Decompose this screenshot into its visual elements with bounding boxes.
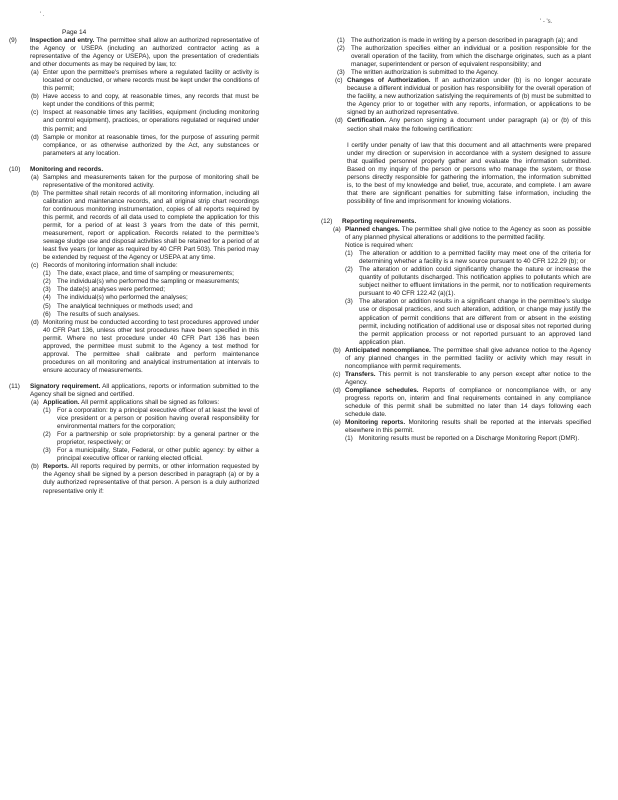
list-item [31, 262, 259, 318]
item-label: (b) [31, 189, 39, 197]
subitem-label: (3) [43, 286, 51, 294]
item-label: (b) [333, 346, 341, 354]
subitem-text: The results of such analyses. [57, 310, 140, 318]
item-title: Planned changes. [345, 225, 400, 233]
item-label: (c) [31, 262, 39, 270]
section-11-signatory [9, 383, 259, 496]
section-title: Signatory requirement. [30, 382, 101, 390]
list-item [31, 399, 259, 463]
subitem-label: (2) [43, 431, 51, 439]
subitem-label: (2) [345, 266, 353, 274]
section-number: (10) [9, 165, 21, 173]
item-label: (d) [333, 386, 341, 394]
item-title: Monitoring reports. [345, 419, 406, 427]
subitem-text: Monitoring results must be reported on a Discharge Monitoring Report (DMR). [359, 435, 580, 443]
subitem-text: The alteration or addition results in a significant change in the permittee's sludge use or disposal practices, and such alteration, addition, or change may justify the application of permit conditions that are different from or absent in the existing permit, including notification of additional use or disposal sites not reported during the permit application process or not reported pursuant to an approved land application plan. [359, 298, 591, 346]
list-item [31, 319, 259, 375]
subitem-text: The written authorization is submitted to the Agency. [351, 69, 499, 77]
subitem-label: (2) [43, 278, 51, 286]
item-label: (b) [31, 463, 39, 471]
item-text: The permittee shall give notice to the Agency as soon as possible of any planned physical alterations or additions to the permitted facility. [345, 225, 591, 242]
page-number: Page 14 [62, 29, 87, 36]
subitem-text: For a municipality, State, Federal, or other public agency: by either a principal executive officer or ranking elected official. [57, 447, 259, 463]
list-subitem [337, 37, 591, 45]
item-text: Monitoring must be conducted according to test procedures approved under 40 CFR Part 136, unless other test procedures have been specified in this permit. Where no test procedure under 40 CFR Part 136 has been approved, the permittee must submit to the Agency a test method for approval. The permittee shall calibrate and perform maintenance procedures on all monitoring and analytical instrumentation at intervals to ensure accuracy of measurements. [43, 318, 259, 374]
left-column [9, 37, 259, 496]
subitem-text: The date, exact place, and time of sampling or measurements; [57, 270, 234, 278]
scan-mark: ' - 's. [540, 19, 553, 25]
subitem-text: The authorization is made in writing by a person described in paragraph (a); and [351, 37, 578, 44]
item-label: (a) [31, 173, 39, 181]
item-label: (d) [335, 117, 343, 125]
item-label: (a) [31, 69, 39, 77]
subitem-label: (3) [337, 69, 345, 77]
list-item [31, 134, 259, 158]
list-subitem [337, 45, 591, 69]
certification-statement: I certify under penalty of law that this document and all attachments were prepared under my direction or supervision in accordance with a system designed to assure that qualified personnel properly gather and evaluate the information submitted. Based on my inquiry of the person or persons who manage the system, or those persons directly responsible for gathering the information, the information submitted is, to the best of my knowledge and belief, true, accurate, and complete. I am aware that there are significant penalties for submitting false information, including the possibility of fine and imprisonment for knowing violations. [347, 141, 591, 205]
list-item [335, 117, 591, 133]
list-subitem [345, 298, 591, 346]
list-subitem [43, 294, 259, 302]
subitem-label: (6) [43, 310, 51, 318]
list-item [31, 463, 259, 495]
subitem-text: For a corporation: by a principal executive officer of at least the level of vice president or a person or position having overall responsibility for environmental matters for the corporation; [57, 407, 259, 431]
list-subitem [43, 303, 259, 311]
subitem-label: (3) [43, 447, 51, 455]
section-12-reporting [321, 218, 591, 443]
list-subitem [345, 435, 591, 443]
subitem-label: (5) [43, 302, 51, 310]
subitem-label: (4) [43, 294, 51, 302]
list-subitem [43, 270, 259, 278]
subitem-label: (1) [345, 250, 353, 258]
item-label: (b) [31, 93, 39, 101]
item-text: All permit applications shall be signed as follows: [81, 399, 220, 407]
list-item [333, 419, 591, 443]
item-text: Reports of compliance or noncompliance with, or any progress reports on, interim and final requirements contained in any compliance schedule of this permit shall be submitted no later than 14 days following each schedule date. [345, 386, 591, 419]
list-subitem [345, 266, 591, 298]
item-title: Compliance schedules. [345, 386, 419, 394]
notice-line: Notice is required when: [345, 242, 414, 250]
item-text: Monitoring results shall be reported at the intervals specified elsewhere in this permit. [345, 419, 592, 435]
item-text: Records of monitoring information shall include: [43, 262, 178, 270]
section-text: The permittee shall allow an authorized representative of the Agency or USEPA (including an authorized contractor acting as a representative of the Agency or USEPA), upon the presentation of credentials and other documents as may be required by law, to: [30, 37, 259, 69]
subitem-text: For a partnership or sole proprietorship: by a general partner or the proprietor, respectively; or [57, 431, 259, 447]
subitem-text: The alteration or addition could significantly change the nature or increase the quantity of pollutants discharged. This notification applies to pollutants which are subject neither to effluent limitations in the permit, nor to notification requirements pursuant to 40 CFR 122.42 (a)(1). [359, 266, 591, 298]
item-text: Have access to and copy, at reasonable times, any records that must be kept under the conditions of this permit; [43, 93, 259, 109]
item-label: (d) [31, 318, 39, 326]
subitem-label: (1) [337, 37, 345, 44]
list-subitem [43, 286, 259, 294]
section-10-monitoring [9, 166, 259, 375]
item-text: Samples and measurements taken for the purpose of monitoring shall be representative of the monitored activity. [43, 173, 259, 189]
scan-mark: ' . [40, 12, 45, 18]
subitem-label: (3) [345, 298, 353, 306]
item-label: (c) [31, 109, 39, 117]
item-label: (c) [335, 77, 343, 85]
list-subitem [337, 69, 591, 77]
item-label: (d) [31, 133, 39, 141]
section-number: (11) [9, 382, 20, 390]
item-title: Anticipated noncompliance. [345, 346, 431, 354]
item-text: If an authorization under (b) is no longer accurate because a different individual or position has responsibility for the overall operation of the facility, a new authorization satisfying the requirements of (b) must be submitted to the Agency prior to or together with any reports, information, or applications to be signed by an authorized representative. [347, 77, 591, 117]
list-item [31, 93, 259, 109]
list-subitem [43, 278, 259, 286]
subitem-label: (1) [345, 435, 353, 443]
subitem-label: (1) [43, 407, 51, 415]
section-title: Reporting requirements. [342, 217, 417, 225]
section-9-inspection [9, 37, 259, 158]
item-label: (e) [333, 419, 341, 427]
list-item [333, 226, 591, 347]
section-title: Monitoring and records. [30, 165, 104, 173]
subitem-label: (1) [43, 270, 51, 278]
item-label: (a) [31, 399, 39, 407]
subitem-text: The date(s) analyses were performed; [57, 286, 165, 294]
item-title: Application. [43, 399, 80, 407]
list-item [31, 190, 259, 262]
section-text: All applications, reports or information submitted to the Agency shall be signed and certified. [30, 382, 259, 398]
item-text: This permit is not transferable to any person except after notice to the Agency. [345, 370, 591, 386]
subitem-text: The individual(s) who performed the sampling or measurements; [57, 278, 240, 286]
item-text: Sample or monitor at reasonable times, for the purpose of assuring permit compliance, or as otherwise authorized by the Act, any substances or parameters at any location. [43, 133, 259, 157]
item-text: The permittee shall retain records of all monitoring information, including all calibration and maintenance records, and all original strip chart recordings for continuous monitoring instrumentation, copies of all reports required by this permit, and records of all data used to complete the application for this permit, for a period of at least 3 years from the date of this permit, measurement, report or application. Records related to the permittee's sewage sludge use and disposal activities shall be retained for a period of at least five years (or longer as required by 40 CFR Part 503). This period may be extended by request of the Agency or USEPA at any time. [43, 189, 259, 262]
list-item [333, 371, 591, 387]
subitem-label: (2) [337, 45, 345, 53]
item-text: All reports required by permits, or other information requested by the Agency shall be signed by a person described in paragraph (a) or by a duly authorized representative of that person. A person is a duly authorized representative only if: [43, 463, 259, 495]
list-subitem [43, 407, 259, 431]
subitem-text: The analytical techniques or methods used; and [57, 302, 193, 310]
item-text: Enter upon the permittee's premises where a regulated facility or activity is located or conducted, or where records must be kept under the conditions of this permit; [43, 69, 259, 93]
subitem-text: The individual(s) who performed the analyses; [57, 294, 188, 302]
list-item [333, 347, 591, 371]
item-title: Reports. [43, 463, 69, 471]
item-label: (a) [333, 225, 341, 233]
item-text: The permittee shall give advance notice to the Agency of any planned changes in the permitted facility or activity which may result in noncompliance with permit requirements. [345, 346, 591, 370]
item-label: (c) [333, 370, 341, 378]
subitem-text: The authorization specifies either an individual or a position responsible for the overall operation of the facility, from which the discharge originates, such as a plant manager, superintendent or person of equivalent responsibility; and [351, 45, 591, 69]
section-title: Inspection and entry. [30, 37, 95, 44]
list-subitem [43, 311, 259, 319]
list-subitem [43, 431, 259, 447]
list-subitem [345, 250, 591, 266]
item-text: Inspect at reasonable times any facilities, equipment (including monitoring and control equipment), practices, or operations regulated or required under this permit; and [43, 109, 259, 133]
list-item [31, 109, 259, 133]
section-number: (12) [321, 217, 333, 225]
list-item [31, 69, 259, 93]
right-column [321, 37, 592, 443]
list-item [333, 387, 591, 419]
item-title: Transfers. [345, 370, 376, 378]
item-title: Certification. [347, 117, 387, 125]
subitem-text: The alteration or addition to a permitted facility may meet one of the criteria for determining whether a facility is a new source pursuant to 40 CFR 122.29 (b); or [359, 250, 591, 266]
section-number: (9) [9, 37, 17, 44]
list-subitem [43, 447, 259, 463]
item-title: Changes of Authorization. [347, 77, 431, 85]
item-text: Any person signing a document under paragraph (a) or (b) of this section shall make the following certification: [347, 117, 591, 133]
list-item [31, 174, 259, 190]
list-item [335, 77, 591, 117]
